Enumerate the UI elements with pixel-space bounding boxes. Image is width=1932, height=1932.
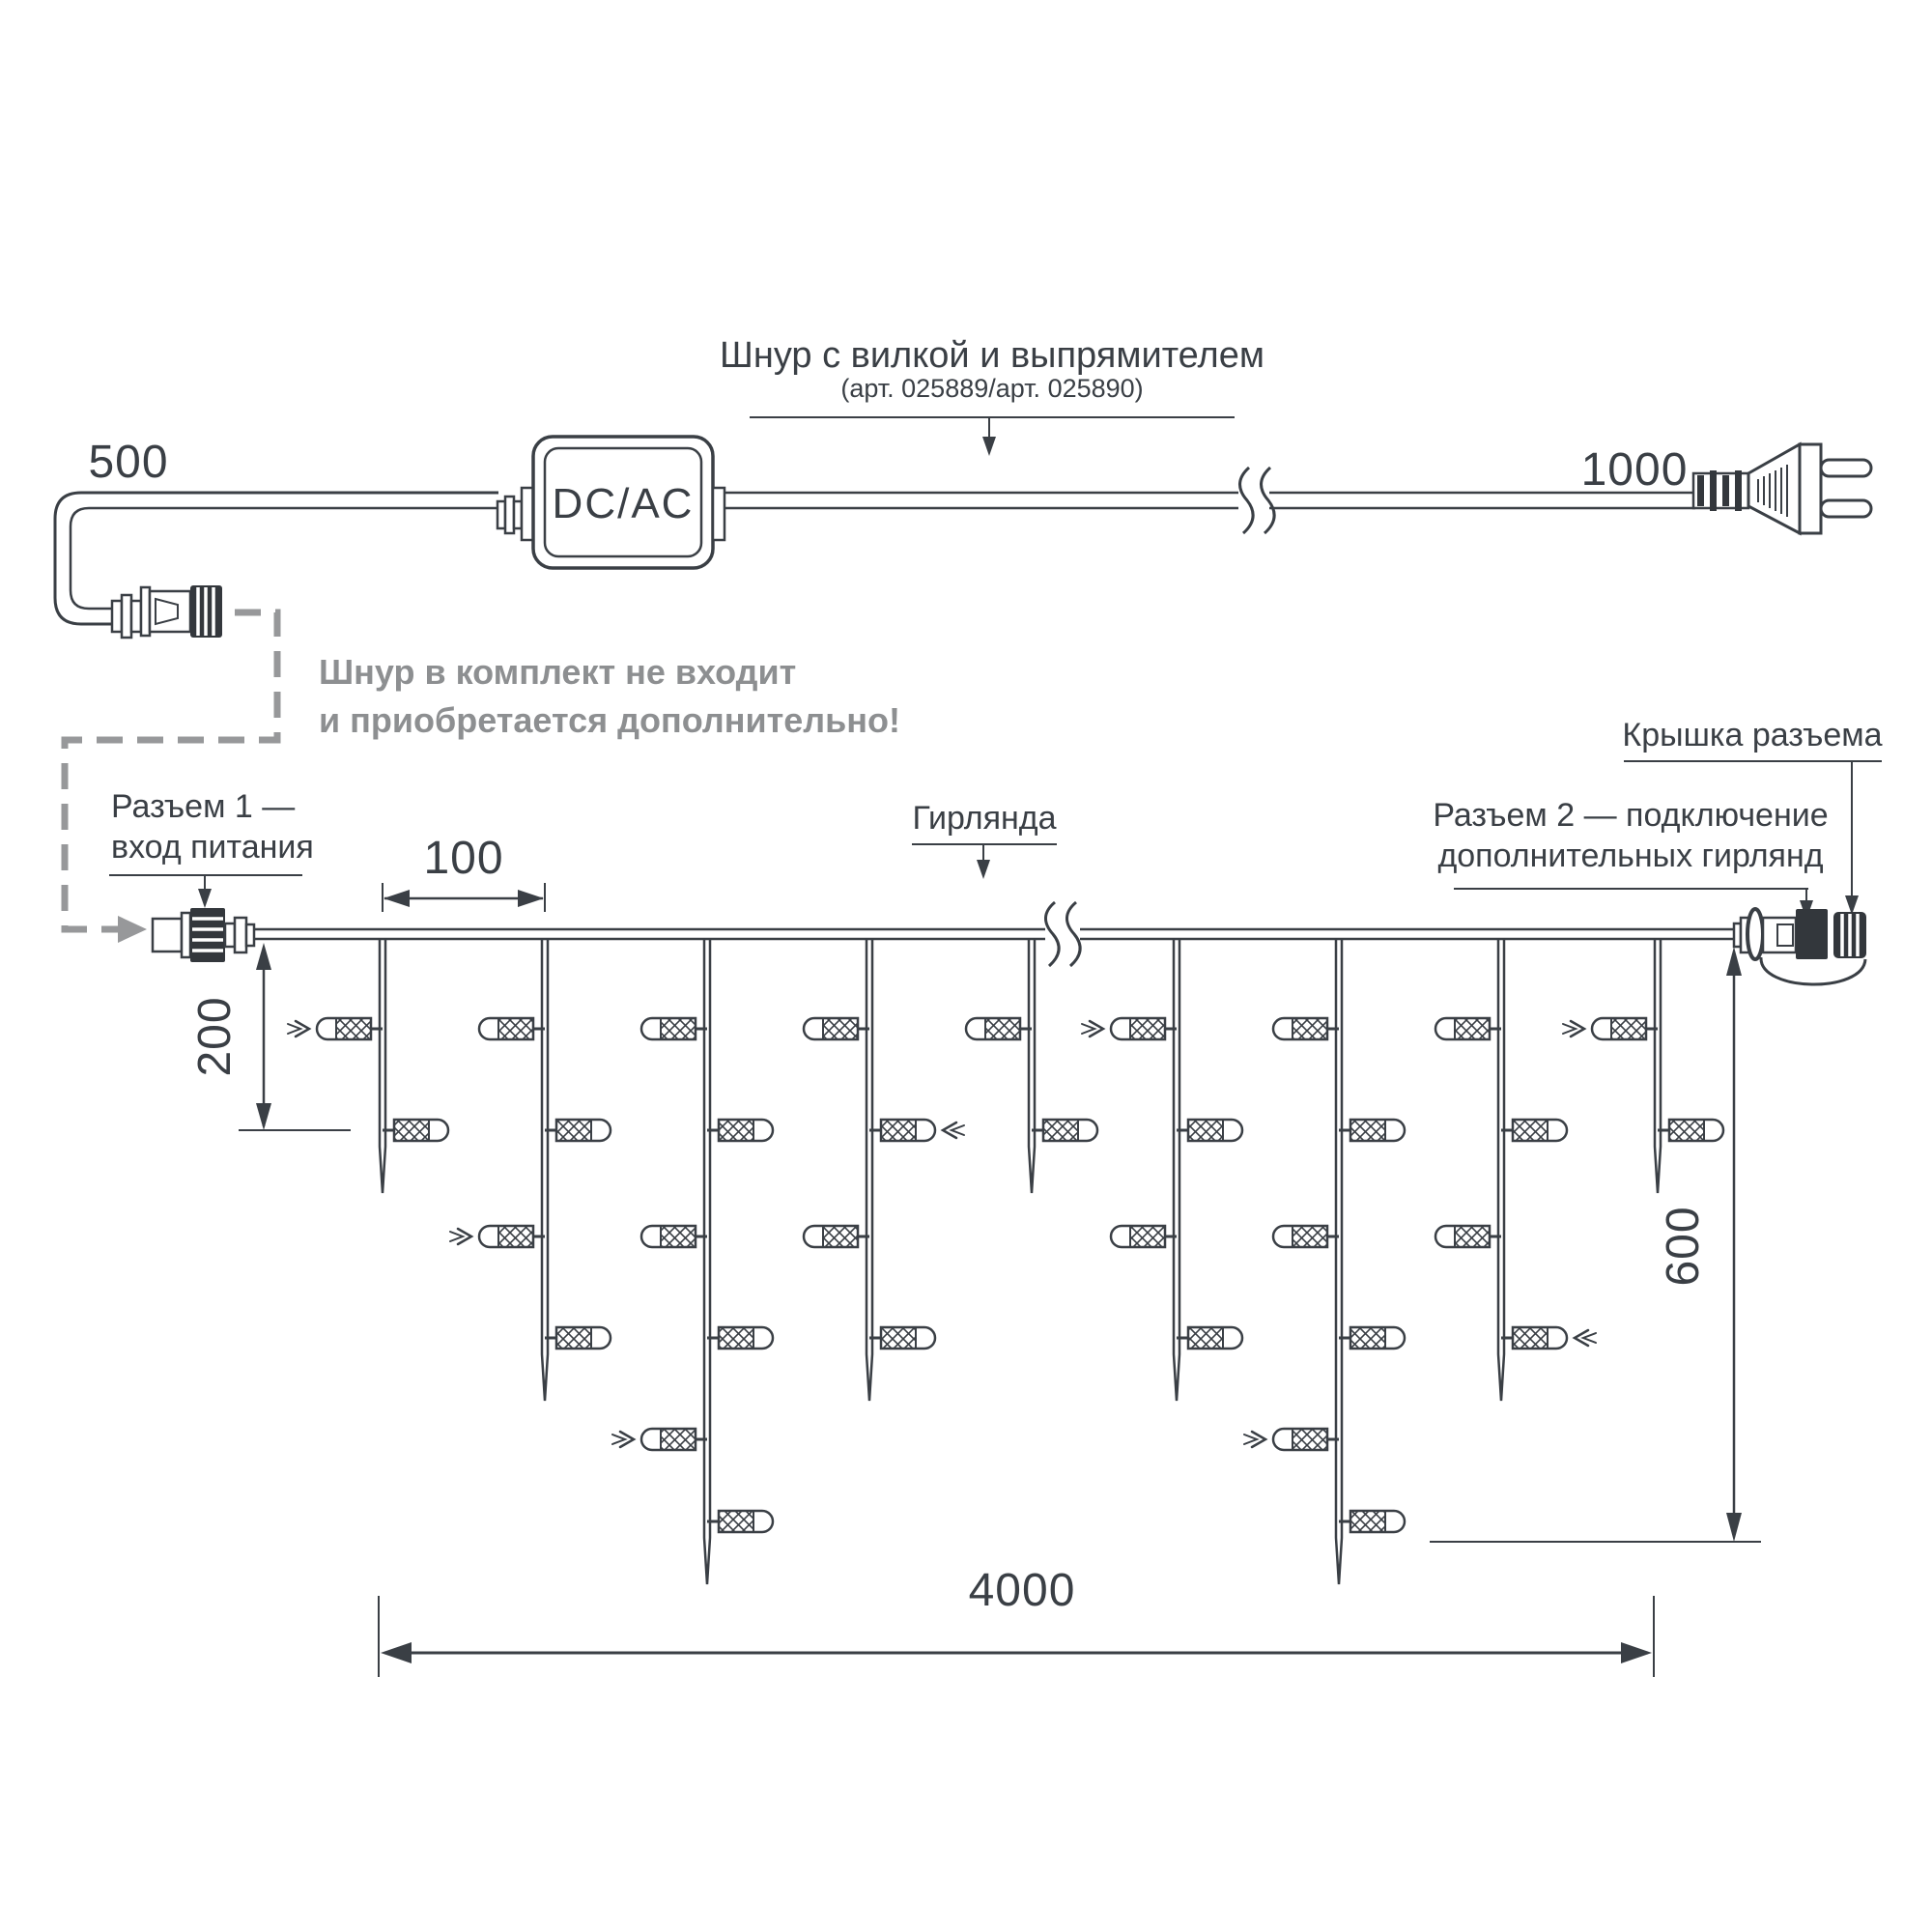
svg-text:Разъем 2 — подключение: Разъем 2 — подключение	[1433, 797, 1829, 834]
dim-100	[383, 833, 545, 912]
icicle-drop	[380, 939, 385, 1193]
bulb-hatch	[985, 1019, 1020, 1038]
title-leader-arrow-icon	[982, 437, 996, 456]
flash-marker-icon	[450, 1232, 463, 1241]
bulb-hatch	[719, 1121, 753, 1140]
bulb-hatch	[556, 1328, 591, 1348]
icicle-drop	[704, 939, 710, 1584]
garland-wire	[254, 902, 1734, 966]
note-line-1: Шнур в комплект не входит	[319, 652, 797, 692]
garland-connector-1	[153, 908, 254, 962]
flash-marker-icon	[288, 1024, 300, 1034]
dim-200	[189, 943, 351, 1130]
converter-label: DC/AC	[552, 480, 695, 527]
icicle-drop	[542, 939, 548, 1401]
garland-label	[912, 800, 1057, 879]
icicle-drops	[288, 939, 1723, 1584]
bulb-hatch	[336, 1019, 371, 1038]
flash-marker-icon	[612, 1435, 625, 1444]
svg-text:600: 600	[1658, 1206, 1709, 1287]
bulb-hatch	[823, 1019, 858, 1038]
callout-labels	[109, 717, 1883, 920]
svg-text:дополнительных гирлянд: дополнительных гирлянд	[1437, 838, 1824, 874]
bulb-hatch	[1293, 1227, 1327, 1246]
icicle-drop	[867, 939, 872, 1401]
bulb-hatch	[661, 1430, 696, 1449]
dimensions	[189, 833, 1761, 1677]
bulb-hatch	[719, 1328, 753, 1348]
bulb-hatch	[1513, 1328, 1548, 1348]
power-cord-title: Шнур с вилкой и выпрямителем	[720, 335, 1264, 376]
icicle-drop	[1029, 939, 1035, 1193]
bulb-hatch	[823, 1227, 858, 1246]
bulb-hatch	[1130, 1227, 1165, 1246]
bulb-hatch	[1188, 1328, 1223, 1348]
bulb-hatch	[1350, 1121, 1385, 1140]
flash-marker-icon	[952, 1125, 964, 1135]
connector-cap	[1833, 912, 1866, 958]
bulb-hatch	[719, 1512, 753, 1531]
bulb-hatch	[881, 1121, 916, 1140]
bulb-hatch	[1043, 1121, 1078, 1140]
bulb-hatch	[394, 1121, 429, 1140]
flash-marker-icon	[1563, 1024, 1576, 1034]
dashed-connection-path	[65, 612, 277, 929]
bulb-hatch	[1513, 1121, 1548, 1140]
cord-output-connector	[112, 585, 222, 638]
svg-text:Разъем 1 —: Разъем 1 —	[111, 788, 296, 825]
bulb-hatch	[1350, 1328, 1385, 1348]
note-line-2: и приобретается дополнительно!	[319, 700, 900, 740]
bulb-hatch	[498, 1227, 533, 1246]
cable-break-icon	[1239, 468, 1253, 533]
icicle-drop	[1498, 939, 1504, 1401]
svg-text:200: 200	[189, 996, 241, 1077]
svg-text:Гирлянда: Гирлянда	[912, 800, 1057, 837]
svg-text:вход питания: вход питания	[111, 829, 314, 866]
cap-tether	[1761, 957, 1865, 984]
bulb-hatch	[661, 1019, 696, 1038]
dc-ac-converter	[497, 437, 724, 568]
mains-plug	[1693, 444, 1871, 533]
svg-text:100: 100	[423, 833, 504, 884]
bulb-hatch	[1130, 1019, 1165, 1038]
dim-1000-label: 1000	[1580, 444, 1689, 496]
bulb-hatch	[1293, 1430, 1327, 1449]
garland-connector-2	[1734, 909, 1866, 984]
bulb-hatch	[1350, 1512, 1385, 1531]
icicle-drop	[1336, 939, 1342, 1584]
connector1-label	[109, 788, 314, 908]
bulb-hatch	[1611, 1019, 1646, 1038]
plug-prong-bottom	[1821, 500, 1871, 517]
bulb-hatch	[1188, 1121, 1223, 1140]
power-cord-subtitle: (арт. 025889/арт. 025890)	[840, 374, 1144, 403]
svg-text:4000: 4000	[968, 1565, 1076, 1616]
bulb-hatch	[1293, 1019, 1327, 1038]
flash-marker-icon	[1244, 1435, 1257, 1444]
bulb-hatch	[881, 1328, 916, 1348]
wire-break-icon	[1045, 902, 1059, 966]
svg-text:Крышка разъема: Крышка разъема	[1622, 717, 1883, 753]
flash-marker-icon	[1082, 1024, 1094, 1034]
bulb-hatch	[556, 1121, 591, 1140]
dashed-path-arrow-icon	[118, 916, 147, 943]
dim-4000	[379, 1565, 1654, 1677]
garland-assembly	[153, 902, 1866, 1584]
cable-right	[724, 468, 1695, 533]
plug-prong-top	[1821, 460, 1871, 476]
flash-marker-icon	[1583, 1333, 1596, 1343]
bulb-hatch	[661, 1227, 696, 1246]
bulb-hatch	[1455, 1227, 1490, 1246]
icicle-drop	[1174, 939, 1179, 1401]
connector2-label	[1433, 797, 1828, 920]
dim-500-label: 500	[88, 437, 169, 488]
bulb-hatch	[498, 1019, 533, 1038]
bulb-hatch	[1455, 1019, 1490, 1038]
cable-left-inner	[71, 508, 498, 609]
bulb-hatch	[1669, 1121, 1704, 1140]
icicle-drop	[1655, 939, 1661, 1193]
